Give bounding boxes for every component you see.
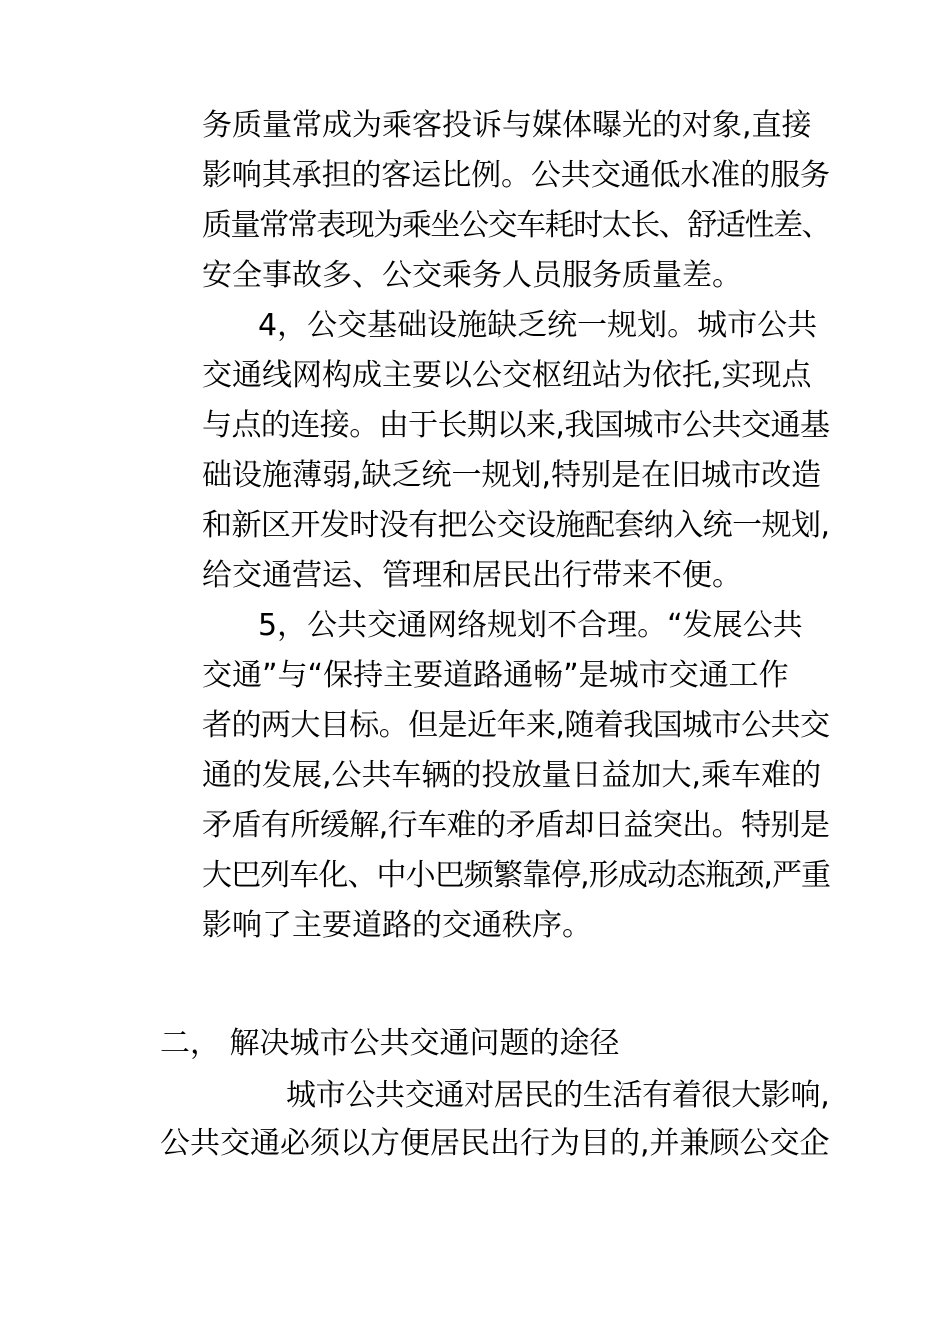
text-line: 础设施薄弱,缺乏统一规划,特别是在旧城市改造 — [202, 458, 822, 493]
text-line: 务质量常成为乘客投诉与媒体曝光的对象,直接 — [202, 108, 812, 143]
text-line: 公共交通必须以方便居民出行为目的,并兼顾公交企 — [160, 1126, 830, 1161]
text-line: 交通线网构成主要以公交枢纽站为依托,实现点 — [202, 358, 812, 393]
text-line: 交通”与“保持主要道路通畅”是城市交通工作 — [202, 658, 789, 693]
text-line: 者的两大目标。但是近年来,随着我国城市公共交 — [202, 708, 830, 743]
text-line: 与点的连接。由于长期以来,我国城市公共交通基 — [202, 408, 830, 443]
text-line: 给交通营运、管理和居民出行带来不便。 — [202, 558, 742, 593]
text-line: 5，公共交通网络规划不合理。“发展公共 — [258, 608, 803, 643]
text-line: 4，公交基础设施缺乏统一规划。城市公共 — [258, 308, 818, 343]
text-line: 影响了主要道路的交通秩序。 — [202, 908, 592, 943]
text-line: 影响其承担的客运比例。公共交通低水准的服务 — [202, 158, 830, 193]
text-line: 通的发展,公共车辆的投放量日益加大,乘车难的 — [202, 758, 822, 793]
text-line: 安全事故多、公交乘务人员服务质量差。 — [202, 258, 742, 293]
text-line: 质量常常表现为乘坐公交车耗时太长、舒适性差、 — [202, 208, 831, 243]
text-line: 大巴列车化、中小巴频繁靠停,形成动态瓶颈,严重 — [202, 858, 831, 893]
text-line: 城市公共交通对居民的生活有着很大影响, — [286, 1078, 830, 1113]
text-line: 矛盾有所缓解,行车难的矛盾却日益突出。特别是 — [202, 808, 830, 843]
section-heading: 二， 解决城市公共交通问题的途径 — [160, 1026, 620, 1061]
text-line: 和新区开发时没有把公交设施配套纳入统一规划, — [202, 508, 830, 543]
